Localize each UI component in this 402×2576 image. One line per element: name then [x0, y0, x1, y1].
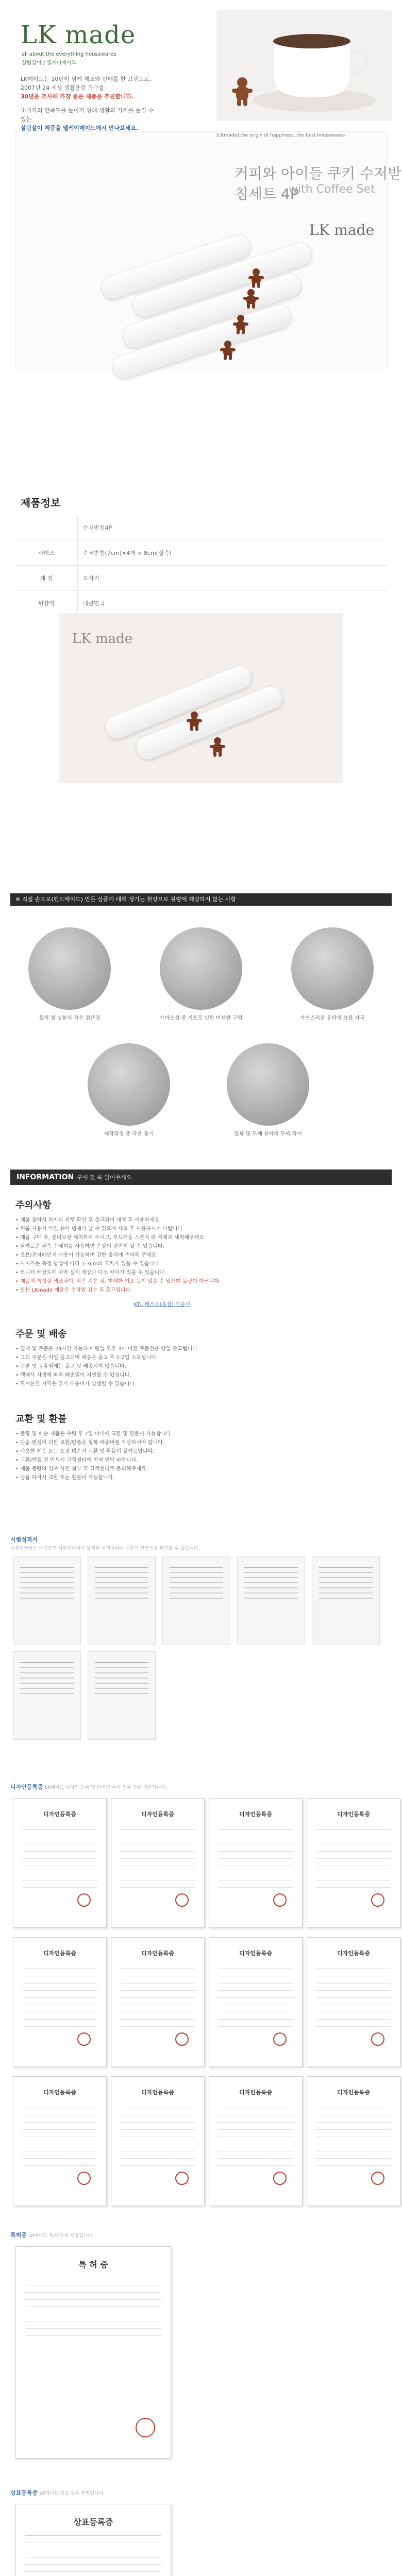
- seal-icon: [175, 2172, 189, 2185]
- section-desc: 시험성적서는 국가공인 시험기관에서 발행한 성적서이며 제품의 안전성을 확인할 수 있습니다.: [10, 1546, 200, 1551]
- certificate-title: 디자인등록증: [43, 1811, 76, 1818]
- certificate-title: 상표등록증: [73, 2517, 113, 2527]
- section-title: 특허증: [10, 2232, 27, 2239]
- spec-key: [15, 515, 78, 540]
- spec-key: 재 질: [15, 566, 78, 591]
- list-item: • 도서산간 지역은 추가 배송비가 발생할 수 있습니다.: [15, 1380, 387, 1388]
- gingerbread-icon: [242, 289, 260, 309]
- list-item: • 제품 불량의 경우 사진 첨부 후 고객센터로 문의해주세요.: [15, 1465, 387, 1473]
- design-certificate[interactable]: [111, 1937, 205, 2067]
- section-title: 상표등록증: [10, 2489, 38, 2496]
- design-certificate[interactable]: [307, 2076, 400, 2206]
- spec-heading: 제품정보: [21, 497, 61, 509]
- list-item: • 제품의 특성상 색조차이, 작은 검은 점, 미세한 기포 등이 있을 수 있으며 불량이 아닙니다.: [15, 1277, 387, 1286]
- seal-icon: [175, 1893, 189, 1907]
- brand-mark: LK made: [309, 222, 375, 239]
- list-item: • 사이즈는 측정 방법에 따라 1-3cm의 오차가 있을 수 있습니다.: [15, 1260, 387, 1268]
- section-desc: LK메이드 상표 등록 증명입니다.: [39, 2491, 105, 2496]
- intro-line: 2007년 24 세상 생활용품 가구를: [21, 84, 105, 91]
- certificate-title: 디자인등록증: [239, 1950, 272, 1957]
- list-item: • 불량 및 파손 제품은 수령 후 7일 이내에 교환 및 환불이 가능합니다.: [15, 1430, 387, 1438]
- list-item: • 교환/반품 전 반드시 고객센터에 먼저 연락 바랍니다.: [15, 1456, 387, 1465]
- design-certificate[interactable]: [307, 1798, 400, 1928]
- test-report-thumbnail[interactable]: [88, 1651, 156, 1740]
- patent-heading: [10, 2231, 94, 2239]
- seal-icon: [77, 2172, 91, 2185]
- defect-photo: [28, 927, 111, 1010]
- defect-label: 흙의 철 성분의 작은 검은점: [39, 1015, 100, 1021]
- list-item: • 단순 변심에 의한 교환/반품은 왕복 배송비를 부담하셔야 합니다.: [15, 1438, 387, 1447]
- list-item: • 주말 및 공휴일에는 출고 및 배송되지 않습니다.: [15, 1362, 387, 1371]
- defect-label: 가마소성 중 기포로 인한 미세한 구멍: [159, 1015, 243, 1021]
- spec-value: 대한민국: [78, 591, 387, 616]
- seal-icon: [136, 2418, 155, 2437]
- design-certificate[interactable]: [13, 2076, 107, 2206]
- test-report-thumbnail[interactable]: [312, 1556, 380, 1645]
- spec-table: [15, 515, 387, 616]
- section-desc: LK메이드 특허 등록 제품입니다.: [28, 2233, 94, 2239]
- spec-value: 도자기: [78, 566, 387, 591]
- gingerbread-icon: [209, 737, 226, 757]
- intro-line: LK메이드는 10년이 넘게 제조와 판매를 한 브랜드로,: [21, 76, 152, 82]
- design-heading: [10, 1783, 167, 1791]
- list-item: • 처음 사용시 약간 유약 냄새가 날 수 있으며 세척 후 사용하시기 바랍니다.: [15, 1225, 387, 1233]
- certificate-link[interactable]: [134, 1300, 190, 1308]
- spec-value: 수저받침(7cm)×4개 × 8cm(실측): [78, 540, 387, 566]
- brand-slogan: [LKmade] the origin of happiness, the best housewares: [216, 133, 345, 138]
- list-item: • 모든 LKmade 제품은 수작업 검수 후 출고됩니다.: [15, 1286, 387, 1295]
- information-title: INFORMATION: [16, 1173, 74, 1181]
- trademark-heading: [10, 2488, 105, 2497]
- defect-label: 얼룩 및 두께 유약의 두께 차이: [234, 1131, 302, 1137]
- table-row: [15, 566, 387, 591]
- defect-photo: [160, 927, 242, 1010]
- list-item: • 그외 주문은 익일 출고되며 배송은 출고 후 1-2일 소요됩니다.: [15, 1353, 387, 1362]
- design-certificate[interactable]: [111, 2076, 205, 2206]
- seal-icon: [77, 2032, 91, 2046]
- information-subtitle: 구매 전 꼭 읽어주세요.: [77, 1174, 133, 1181]
- defect-label: 제작과정 중 작은 돌기: [104, 1131, 154, 1137]
- spec-key: 사이즈: [15, 540, 78, 566]
- spec-value: 수저받침4P: [78, 515, 387, 540]
- certificate-title: 디자인등록증: [141, 1950, 174, 1957]
- coffee-cup-illustration: [216, 10, 392, 121]
- seal-icon: [273, 1893, 287, 1907]
- seal-icon: [371, 2032, 384, 2046]
- test-report-thumbnail[interactable]: [162, 1556, 230, 1645]
- certificate-title: 디자인등록증: [337, 1811, 370, 1818]
- test-report-desc: [10, 1545, 200, 1551]
- list-item: • 날카로운 금속 수세미를 사용하면 손상의 원인이 될 수 있습니다.: [15, 1242, 387, 1251]
- list-item: • 사용한 제품 또는 포장 훼손시 교환 및 환불이 불가능합니다.: [15, 1447, 387, 1456]
- test-report-thumbnail[interactable]: [13, 1651, 81, 1740]
- design-certificate[interactable]: [209, 1937, 303, 2067]
- trademark-certificate[interactable]: [15, 2504, 171, 2576]
- test-report-thumbnail[interactable]: [88, 1556, 156, 1645]
- information-bar: [10, 1170, 392, 1185]
- brand-tagline-korean: 살림살이 / 엘케이메이드: [22, 60, 77, 66]
- certificate-title: 디자인등록증: [337, 1950, 370, 1957]
- list-item: • 제품 출하시 하자의 유무 확인 후 출고되어 세척 후 사용하세요.: [15, 1216, 387, 1225]
- brand-tagline: all about the everything housewares: [22, 52, 116, 57]
- certificate-title: 특 허 증: [78, 2260, 108, 2269]
- seal-icon: [175, 2032, 189, 2046]
- intro-line: 30년을 조사해 가장 좋은 제품을 추천합니다.: [21, 93, 134, 100]
- handmade-notice-bar: ※ 직접 손으로(핸드메이드) 만든 상품에 대해 생기는 현상으로 불량에 해당하지 않는 사항: [10, 893, 392, 906]
- intro-line: 살림살이 제품을 엘케이메이드에서 만나보세요.: [21, 125, 139, 131]
- caution-list: [15, 1216, 387, 1295]
- caution-heading: 주의사항: [15, 1200, 52, 1211]
- certificate-title: 디자인등록증: [43, 2089, 76, 2096]
- table-row: [15, 540, 387, 566]
- certificate-title: 디자인등록증: [141, 2089, 174, 2096]
- order-list: [15, 1345, 387, 1388]
- gingerbread-icon: [232, 314, 249, 335]
- list-item: • 모니터 해상도에 따라 실제 색상과 다소 차이가 있을 수 있습니다.: [15, 1268, 387, 1277]
- intro-line: 소비자의 만족도를 높이기 위해 생활의 가치를 높일 수 있는: [21, 107, 154, 123]
- product-subtitle: with Coffee Set: [289, 183, 375, 196]
- section-title: 시험성적서: [10, 1536, 38, 1543]
- defect-label: 자연스러운 유약의 흐름 자국: [300, 1015, 365, 1021]
- list-item: • 결제 및 주문은 24시간 가능하며 평일 오후 3시 이전 주문건은 당일 출고됩니다.: [15, 1345, 387, 1353]
- gingerbread-icon: [186, 711, 203, 732]
- patent-certificate[interactable]: [15, 2246, 171, 2459]
- exchange-heading: 교환 및 환불: [15, 1414, 67, 1425]
- defect-photo: [291, 927, 374, 1010]
- defect-photo: [88, 1043, 170, 1126]
- design-certificate[interactable]: [111, 1798, 205, 1928]
- table-row: [15, 591, 387, 616]
- design-certificate[interactable]: [13, 1937, 107, 2067]
- test-report-thumbnail[interactable]: [13, 1556, 81, 1645]
- defect-photo: [227, 1043, 309, 1126]
- certificate-title: 디자인등록증: [141, 1811, 174, 1818]
- design-certificate[interactable]: [13, 1798, 107, 1928]
- gingerbread-icon: [219, 340, 237, 361]
- certificate-link-text[interactable]: KTL 테스트(품질) 인증서: [134, 1302, 190, 1308]
- product-title: 커피와 아이들 쿠키 수저받침세트 4P: [234, 165, 402, 202]
- design-certificate[interactable]: [307, 1937, 400, 2067]
- exchange-list: [15, 1430, 387, 1482]
- seal-icon: [273, 2032, 287, 2046]
- brand-mark: LK made: [72, 631, 133, 647]
- section-desc: LK메이드 디자인 등록 및 디자인 특허 등록 받은 제품입니다.: [45, 1785, 167, 1790]
- seal-icon: [77, 1893, 91, 1907]
- order-heading: 주문 및 배송: [15, 1329, 67, 1340]
- product-photo: [59, 613, 343, 783]
- brand-logo: LK made: [21, 21, 136, 49]
- list-item: • 제품 구매 후, 분리보관 세척하여 주시고, 부드러운 스폰지 와 세제로 세척해주세요.: [15, 1233, 387, 1242]
- design-certificate[interactable]: [209, 1798, 303, 1928]
- test-report-heading: [10, 1535, 38, 1544]
- list-item: • 택배사 사정에 따라 배송일이 지연될 수 있습니다.: [15, 1371, 387, 1380]
- section-title: 디자인등록증: [10, 1784, 43, 1790]
- certificate-title: 디자인등록증: [43, 1950, 76, 1957]
- list-item: • 오븐/전자레인지 사용이 가능하며 강한 충격에 주의해 주세요.: [15, 1251, 387, 1260]
- certificate-title: 디자인등록증: [239, 2089, 272, 2096]
- seal-icon: [371, 1893, 384, 1907]
- list-item: • 상품 하자시 교환 또는 환불이 가능합니다.: [15, 1473, 387, 1482]
- certificate-title: 디자인등록증: [239, 1811, 272, 1818]
- seal-icon: [371, 2172, 384, 2185]
- gingerbread-icon: [247, 268, 265, 289]
- certificate-title: 디자인등록증: [337, 2089, 370, 2096]
- spec-key: 원산지: [15, 591, 78, 616]
- coffee-cup-image: [216, 10, 392, 121]
- table-row: [15, 515, 387, 540]
- design-certificate[interactable]: [209, 2076, 303, 2206]
- seal-icon: [273, 2172, 287, 2185]
- brand-intro: [21, 75, 155, 138]
- test-report-thumbnail[interactable]: [237, 1556, 305, 1645]
